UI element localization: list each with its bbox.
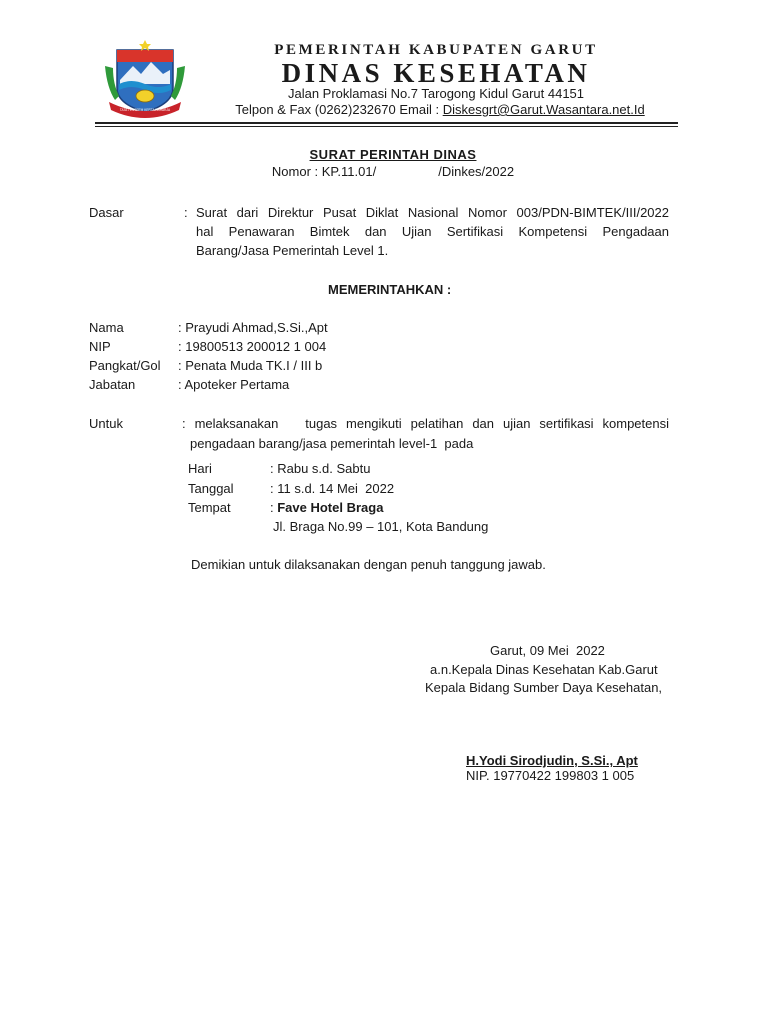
letter-number-prefix: Nomor : KP.11.01/ xyxy=(271,164,377,179)
dasar-line-1: Surat dari Direktur Pusat Diklat Nasional Nomor 003/PDN-BIMTEK/III/2022 xyxy=(196,205,669,220)
closing-statement: Demikian untuk dilaksanakan dengan penuh tanggung jawab. xyxy=(191,557,546,572)
svg-text:TATA TENTREM KERTA RAHARJA: TATA TENTREM KERTA RAHARJA xyxy=(119,108,171,112)
person-label: NIP xyxy=(89,339,111,354)
dasar-colon: : xyxy=(184,205,188,220)
letterhead-rule-thick xyxy=(95,122,678,124)
tanggal-label: Tanggal xyxy=(188,481,234,496)
person-value: : 19800513 200012 1 004 xyxy=(178,339,327,354)
untuk-label: Untuk xyxy=(89,416,123,431)
dasar-label: Dasar xyxy=(89,205,124,220)
tempat-label: Tempat xyxy=(188,500,231,515)
untuk-line-1: : melaksanakan tugas mengikuti pelatihan dan ujian sertifikasi kompetensi xyxy=(182,416,669,431)
on-behalf: a.n.Kepala Dinas Kesehatan Kab.Garut xyxy=(430,662,658,677)
person-value: : Prayudi Ahmad,S.Si.,Apt xyxy=(178,320,328,335)
garut-regency-logo xyxy=(103,40,187,120)
command-heading: MEMERINTAHKAN : xyxy=(328,282,452,297)
tanggal-value: : 11 s.d. 14 Mei 2022 xyxy=(270,481,395,496)
letter-number-suffix: /Dinkes/2022 xyxy=(438,164,515,179)
person-value: : Apoteker Pertama xyxy=(178,377,290,392)
signer-name: H.Yodi Sirodjudin, S.Si., Apt xyxy=(466,753,638,768)
person-label: Pangkat/Gol xyxy=(89,358,161,373)
government-name: PEMERINTAH KABUPATEN GARUT xyxy=(274,42,598,58)
department-name: DINAS KESEHATAN xyxy=(281,58,591,88)
dasar-line-2: hal Penawaran Bimtek dan Ujian Sertifikasi Kompetensi Pengadaan xyxy=(196,224,669,239)
tempat-value xyxy=(270,500,383,515)
letterhead-rule-thin xyxy=(95,126,678,127)
phone-fax: Telpon & Fax (0262)232670 Email : xyxy=(235,102,443,117)
hari-label: Hari xyxy=(188,461,212,476)
letter-title: SURAT PERINTAH DINAS xyxy=(309,147,477,162)
place-date: Garut, 09 Mei 2022 xyxy=(490,643,605,658)
email-link[interactable]: Diskesgrt@Garut.Wasantara.net.Id xyxy=(442,102,645,117)
untuk-line-2: pengadaan barang/jasa pemerintah level-1 pada xyxy=(190,436,474,451)
signer-position: Kepala Bidang Sumber Daya Kesehatan, xyxy=(425,680,663,695)
dasar-line-3: Barang/Jasa Pemerintah Level 1. xyxy=(196,243,389,258)
venue-address: Jl. Braga No.99 – 101, Kota Bandung xyxy=(273,519,489,534)
tempat-colon: : xyxy=(270,500,278,515)
venue-name: Fave Hotel Braga xyxy=(277,500,384,515)
person-value: : Penata Muda TK.I / III b xyxy=(178,358,323,373)
letter-number xyxy=(200,164,586,179)
contact-line xyxy=(200,102,680,117)
hari-value: : Rabu s.d. Sabtu xyxy=(270,461,371,476)
signer-nip: NIP. 19770422 199803 1 005 xyxy=(466,768,635,783)
person-label: Nama xyxy=(89,320,124,335)
person-label: Jabatan xyxy=(89,377,136,392)
office-address: Jalan Proklamasi No.7 Tarogong Kidul Garut 44151 xyxy=(287,86,585,101)
